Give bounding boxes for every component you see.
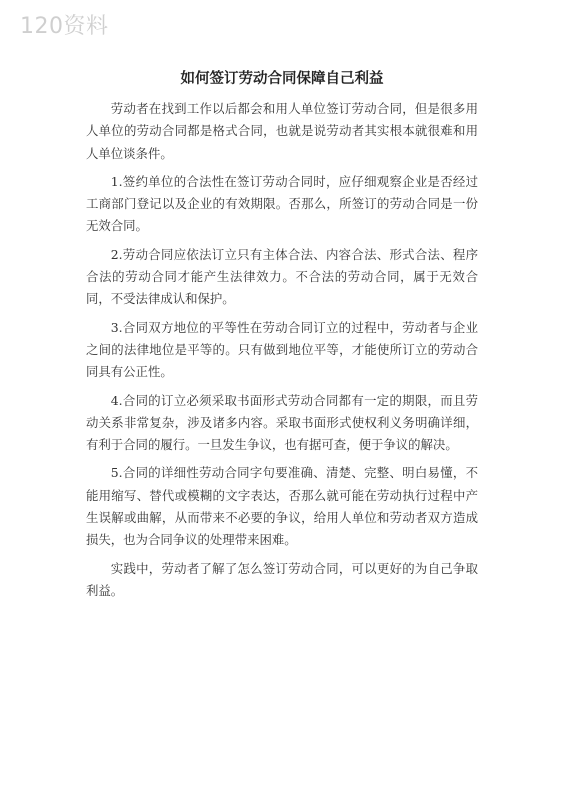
paragraph-point-1: 1.签约单位的合法性在签订劳动合同时，应仔细观察企业是否经过工商部门登记以及企业的有效期限。否那么，所签订的劳动合同是一份无效合同。 [86,173,478,234]
paragraph-intro: 劳动者在找到工作以后都会和用人单位签订劳动合同，但是很多用人单位的劳动合同都是格式合同，也就是说劳动者其实根本就很难和用人单位谈条件。 [86,101,478,161]
paragraph-point-2: 2.劳动合同应依法订立只有主体合法、内容合法、形式合法、程序合法的劳动合同才能产生法律效力。不合法的劳动合同，属于无效合同，不受法律成认和保护。 [86,246,478,307]
paragraph-conclusion: 实践中，劳动者了解了怎么签订劳动合同，可以更好的为自己争取利益。 [86,560,478,598]
paragraph-point-4: 4.合同的订立必须采取书面形式劳动合同都有一定的期限，而且劳动关系非常复杂，涉及诸多内容。采取书面形式使权利义务明确详细，有利于合同的履行。一旦发生争议，也有据可查，便于争议的解决。 [86,392,478,453]
paragraph-point-3: 3.合同双方地位的平等性在劳动合同订立的过程中，劳动者与企业之间的法律地位是平等的。只有做到地位平等，才能使所订立的劳动合同具有公正性。 [86,319,478,380]
document-body [86,68,478,608]
paragraph-point-5: 5.合同的详细性劳动合同字句要准确、清楚、完整、明白易懂，不能用缩写、替代或模糊的文字表达，否那么就可能在劳动执行过程中产生误解或曲解，从而带来不必要的争议，给用人单位和劳动者双方造成损失，也为合同争议的处理带来困难。 [86,465,478,548]
watermark-logo: 120资料 [20,14,109,39]
document-title: 如何签订劳动合同保障自己利益 [180,70,384,87]
